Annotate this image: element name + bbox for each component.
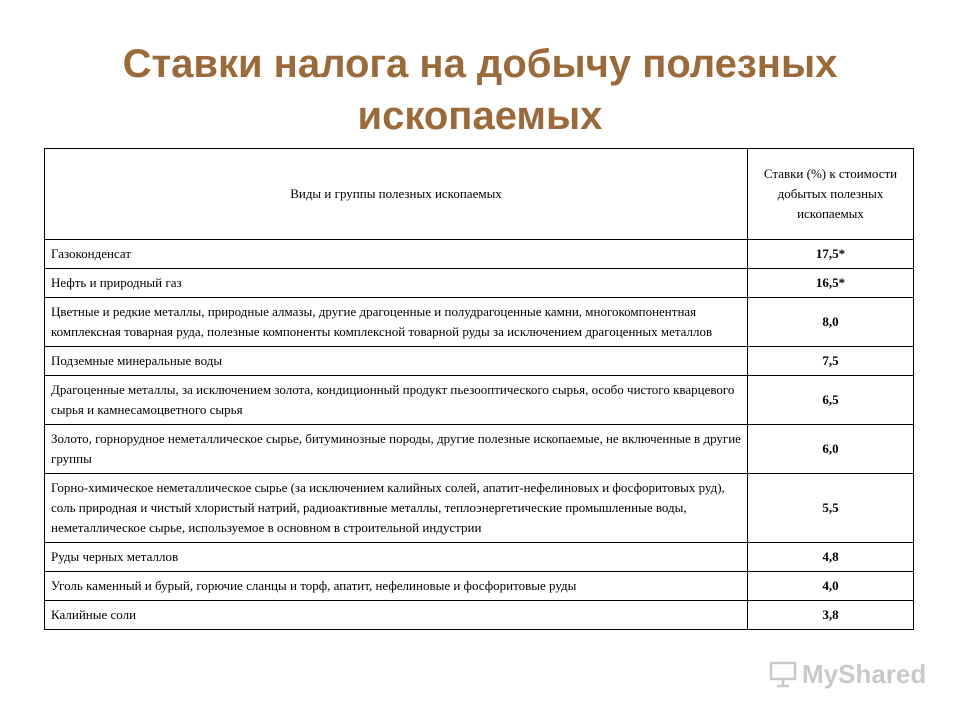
rate-cell: 6,0 <box>748 425 914 474</box>
mineral-type-cell: Уголь каменный и бурый, горючие сланцы и торф, апатит, нефелиновые и фосфоритовые руды <box>45 572 748 601</box>
table-row <box>45 240 914 269</box>
table-row <box>45 376 914 425</box>
rate-cell: 3,8 <box>748 601 914 630</box>
watermark-text: MyShared <box>802 658 927 689</box>
rate-cell: 6,5 <box>748 376 914 425</box>
table-row <box>45 269 914 298</box>
rate-cell: 16,5* <box>748 269 914 298</box>
mineral-type-cell: Нефть и природный газ <box>45 269 748 298</box>
table-row <box>45 543 914 572</box>
mineral-type-cell: Драгоценные металлы, за исключением золота, кондиционный продукт пьезооптического сырья, особо чистого кварцевого сырья и камнесамоцветного сырья <box>45 376 748 425</box>
table-row <box>45 298 914 347</box>
table-row <box>45 347 914 376</box>
rate-cell: 8,0 <box>748 298 914 347</box>
table-row <box>45 601 914 630</box>
column-header-rate: Ставки (%) к стоимости добытых полезных ископаемых <box>748 149 914 240</box>
rate-cell: 4,8 <box>748 543 914 572</box>
presentation-board-icon <box>768 659 798 689</box>
table-header-row <box>45 149 914 240</box>
tax-rates-table <box>44 148 914 630</box>
mineral-type-cell: Калийные соли <box>45 601 748 630</box>
rate-cell: 7,5 <box>748 347 914 376</box>
table-row <box>45 572 914 601</box>
mineral-type-cell: Газоконденсат <box>45 240 748 269</box>
mineral-type-cell: Подземные минеральные воды <box>45 347 748 376</box>
rate-cell: 5,5 <box>748 474 914 543</box>
mineral-type-cell: Цветные и редкие металлы, природные алмазы, другие драгоценные и полудрагоценные камни, многокомпонентная комплексная товарная руда, полезные компоненты комплексной товарной руды за исключением драгоценных металлов <box>45 298 748 347</box>
watermark <box>768 656 926 692</box>
mineral-type-cell: Горно-химическое неметаллическое сырье (за исключением калийных солей, апатит-нефелиновых и фосфоритовых руд), соль природная и чистый хлористый натрий, радиоактивные металлы, теплоэнергетические промышленные воды, неметаллическое сырье, используемое в основном в строительной индустрии <box>45 474 748 543</box>
rate-cell: 4,0 <box>748 572 914 601</box>
mineral-type-cell: Золото, горнорудное неметаллическое сырье, битуминозные породы, другие полезные ископаемые, не включенные в другие группы <box>45 425 748 474</box>
mineral-type-cell: Руды черных металлов <box>45 543 748 572</box>
slide-title: Ставки налога на добычу полезных ископаемых <box>122 42 838 138</box>
column-header-type: Виды и группы полезных ископаемых <box>45 149 748 240</box>
rate-cell: 17,5* <box>748 240 914 269</box>
table-row <box>45 474 914 543</box>
table-row <box>45 425 914 474</box>
